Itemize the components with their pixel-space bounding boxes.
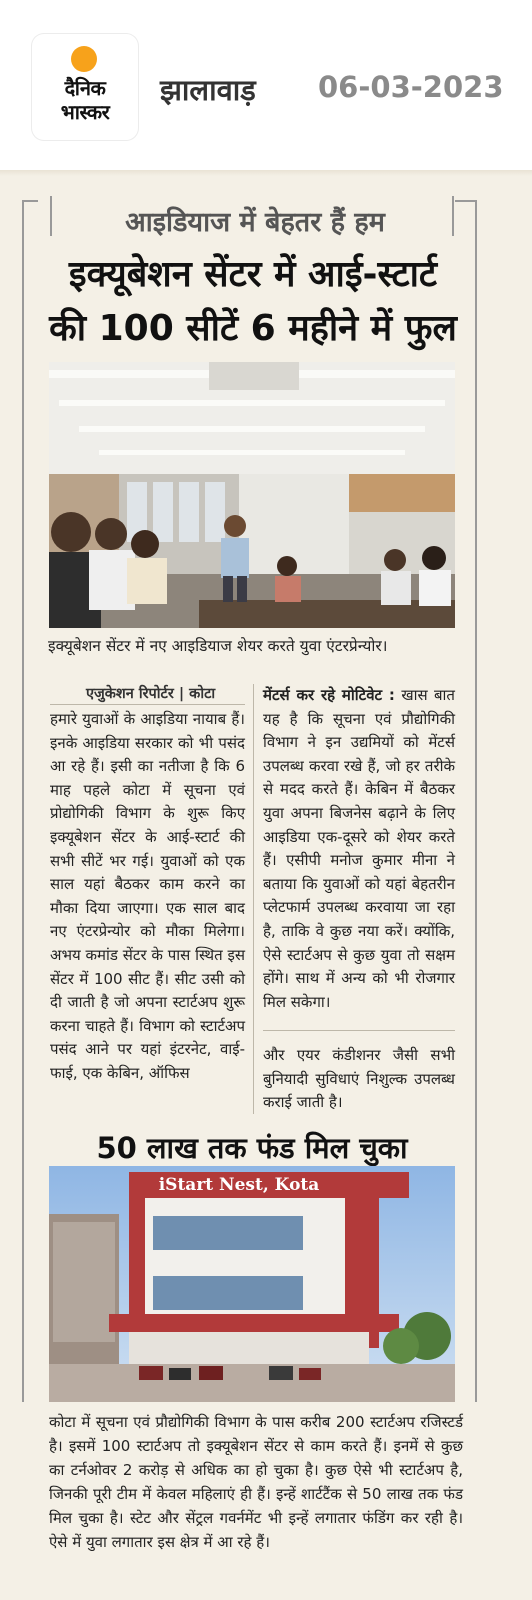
article-kicker: आइडियाज में बेहतर हैं हम [125, 207, 385, 238]
column-divider [253, 684, 254, 1114]
photo2-caption: कोटा में सूचना एवं प्रौद्योगिकी विभाग के पास करीब 200 स्टार्टअप रजिस्टर्ड है। इसमें 100 स्टार्टअप तो इक्यूबेशन सेंटर से काम करते हैं। इनमें से कुछ का टर्नओवर 2 करोड़ से अधिक का हो चुका है। कुछ ऐसे भी स्टार्टअप है, जिनकी पूरी टीम में केवल महिलाएं ही हैं। इन्हें शार्टटैंक से 50 लाख तक फंड मिल चुका है। स्टेट और सेंट्रल गवर्नमेंट भी इन्हें लगातार फंडिंग कर रही है। ऐसे में युवा लगातार इस क्षेत्र में आ रहे हैं। [49, 1413, 463, 1551]
edition-city: झालावाड़ [160, 73, 256, 107]
headline-line-1: इक्यूबेशन सेंटर में आई-स्टार्ट [68, 254, 438, 295]
byline: एजुकेशन रिपोर्टर | कोटा [86, 686, 216, 702]
column2-lead-in: मेंटर्स कर रहे मोटिवेट : [263, 686, 395, 704]
building-illustration [49, 1166, 455, 1402]
logo-text-line1: दैनिक [64, 76, 106, 100]
article-column-1: हमारे युवाओं के आइडिया नायाब हैं। इनके आइडिया सरकार को भी पसंद आ रहे हैं। इसी का नतीजा है कि 6 माह पहले कोटा में सूचना एवं प्रोद्योगिकी विभाग के शुरू किए इक्यूबेशन सेंटर के आई-स्टार्ट की सभी सीटें भर गई। युवाओं को एक साल यहां बैठकर काम करने का मौका दिया जाएगा। एक साल बाद नए एंटरप्रेन्योर को मौका मिलेगा। अभय कमांड सेंटर के पास स्थित इस सेंटर में 100 सीट हैं। सीट उसी को दी जाती है जो अपना स्टार्टअप शुरू करना चाहते हैं। विभाग को स्टार्टअप पसंद आने पर यहां इंटरनेट, वाई-फाई, एक केबिन, ऑफिस [50, 710, 245, 1082]
logo-text-line2: भास्कर [60, 100, 110, 124]
byline-rule [50, 704, 245, 705]
article-column-2 [263, 684, 455, 1014]
sun-icon [71, 46, 97, 72]
frame-right-rule [455, 200, 477, 1402]
edition-date: 06-03-2023 [318, 70, 504, 104]
building-sign: iStart Nest, Kota [158, 1175, 320, 1195]
app-header [0, 0, 532, 170]
headline-line-2: की 100 सीटें 6 महीने में फुल [49, 308, 457, 349]
meeting-room-illustration [49, 362, 455, 628]
photo1-caption: इक्यूबेशन सेंटर में नए आइडियाज शेयर करते युवा एंटरप्रेन्योर। [48, 637, 388, 655]
column2-rule [263, 1030, 455, 1031]
istart-nest-building-photo [49, 1166, 455, 1402]
incubation-center-photo [49, 362, 455, 628]
frame-left-tick [50, 196, 52, 236]
article-subhead: 50 लाख तक फंड मिल चुका [96, 1131, 408, 1165]
frame-left-rule [22, 200, 38, 1402]
article-headline [48, 248, 458, 356]
dainik-bhaskar-logo[interactable] [32, 34, 138, 140]
column2-body: खास बात यह है कि सूचना एवं प्रौद्योगिकी विभाग ने इन उद्यमियों को मेंटर्स उपलब्ध करवा रखे हैं, जो हर तरीके से मदद करते हैं। केबिन में बैठकर युवा अपना बिजनेस बढ़ाने के लिए आइडिया एक-दूसरे को शेयर करते हैं। एसीपी मनोज कुमार मीना ने बताया कि युवाओं को यहां बेहतरीन प्लेटफार्म उपलब्ध करवाया जा रहा है, ताकि वे कुछ नया करें। क्योंकि, ऐसे स्टार्टअप से कुछ युवा तो सक्षम होंगे। साथ में अन्य को भी रोजगार मिल सकेगा। [263, 686, 455, 1011]
frame-right-tick [452, 196, 454, 236]
article-column-2-continued: और एयर कंडीशनर जैसी सभी बुनियादी सुविधाएं निशुल्क उपलब्ध कराई जाती है। [263, 1046, 455, 1112]
